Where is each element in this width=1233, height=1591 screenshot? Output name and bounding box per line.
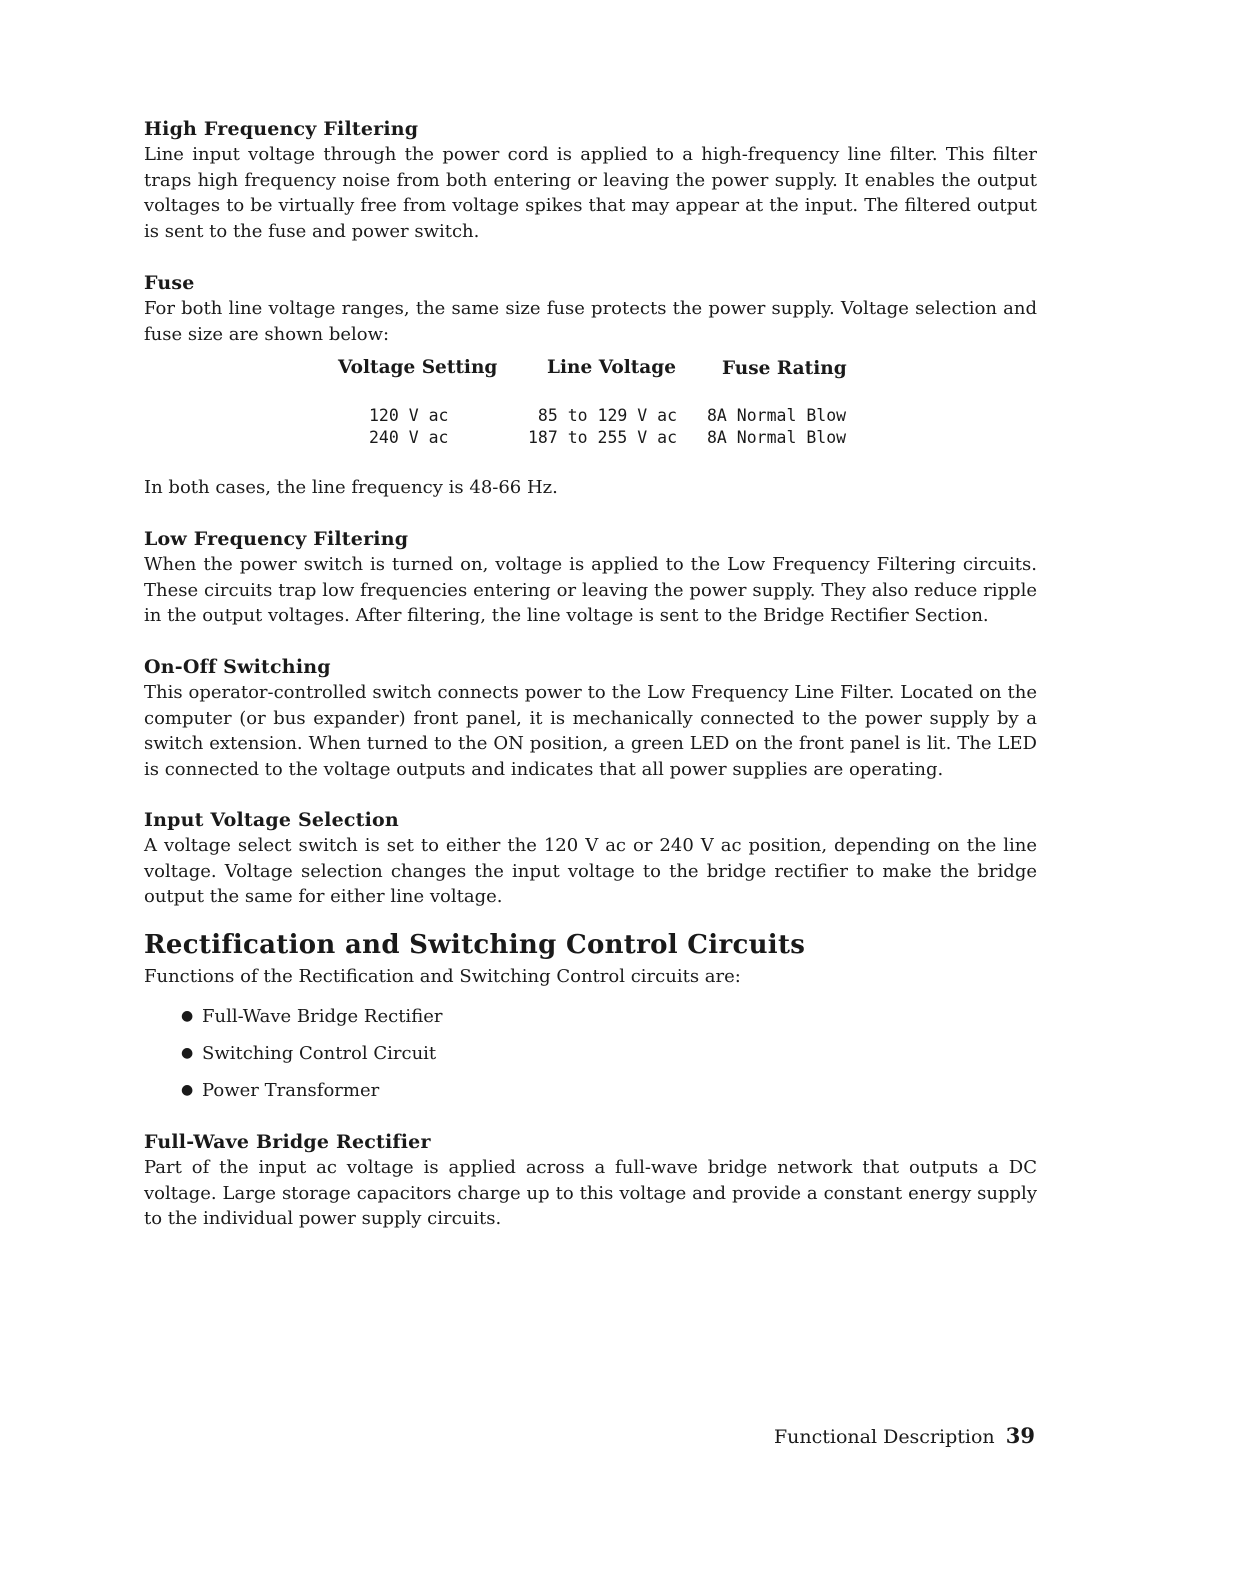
list-item (144, 1072, 1037, 1109)
rectification-function-list (144, 998, 1037, 1109)
page-number: 39 (1005, 1423, 1035, 1448)
fuse-heading: Fuse (144, 272, 195, 294)
fuse-body: For both line voltage ranges, the same size fuse protects the power supply. Voltage selection and fuse size are shown below: (144, 298, 1037, 345)
table-cell: 8A Normal Blow (707, 428, 847, 447)
table-cell: 240 V ac (369, 428, 449, 447)
rectification-title: Rectification and Switching Control Circuits (144, 930, 806, 960)
rectification-intro: Functions of the Rectification and Switching Control circuits are: (144, 966, 741, 987)
line-frequency-text: In both cases, the line frequency is 48-66 Hz. (144, 477, 558, 498)
list-item-label: Power Transformer (202, 1079, 380, 1101)
on-off-switching-heading: On-Off Switching (144, 656, 331, 678)
high-frequency-filtering-body: Line input voltage through the power cord is applied to a high-frequency line filter. This filter traps high frequency noise from both entering or leaving the power supply. It enables the output voltages to be virtually free from voltage spikes that may appear at the input. The filtered output is sent to the fuse and power switch. (144, 144, 1037, 242)
table-cell: 187 to 255 V ac (528, 428, 678, 447)
input-voltage-selection-section (144, 807, 1037, 910)
bullet-icon: ● (181, 1081, 194, 1098)
input-voltage-selection-body: A voltage select switch is set to either the 120 V ac or 240 V ac position, depending on the line voltage. Voltage selection changes the input voltage to the bridge rectifier to make the bridge output the same for either line voltage. (144, 835, 1037, 907)
list-item-label: Full-Wave Bridge Rectifier (202, 1005, 443, 1027)
table-header-line-voltage: Line Voltage (547, 357, 676, 378)
page-footer (774, 1423, 1035, 1448)
rectification-section (144, 928, 1037, 1109)
low-frequency-filtering-heading: Low Frequency Filtering (144, 528, 409, 550)
full-wave-bridge-rectifier-heading: Full-Wave Bridge Rectifier (144, 1131, 431, 1153)
list-item-label: Switching Control Circuit (202, 1042, 437, 1064)
high-frequency-filtering-heading: High Frequency Filtering (144, 118, 419, 140)
on-off-switching-section (144, 654, 1037, 782)
full-wave-bridge-rectifier-body: Part of the input ac voltage is applied across a full-wave bridge network that outputs a DC voltage. Large storage capacitors charge up to this voltage and provide a constant energy supply to the individual power supply circuits. (144, 1157, 1037, 1229)
bullet-icon: ● (181, 1007, 194, 1024)
line-frequency-note (144, 475, 1037, 501)
high-frequency-filtering-section (144, 116, 1037, 244)
fuse-section (144, 270, 1037, 347)
table-cell: 8A Normal Blow (707, 406, 847, 425)
bullet-icon: ● (181, 1044, 194, 1061)
input-voltage-selection-heading: Input Voltage Selection (144, 809, 399, 831)
footer-section-title: Functional Description (773, 1426, 995, 1448)
list-item (144, 1035, 1037, 1072)
low-frequency-filtering-body: When the power switch is turned on, voltage is applied to the Low Frequency Filtering circuits. These circuits trap low frequencies entering or leaving the power supply. They also reduce ripple in the output voltages. After filtering, the line voltage is sent to the Bridge Rectifier Section. (144, 554, 1037, 626)
low-frequency-filtering-section (144, 526, 1037, 629)
table-header-fuse-rating: Fuse Rating (722, 358, 847, 379)
table-cell: 120 V ac (369, 406, 449, 425)
list-item (144, 998, 1037, 1035)
full-wave-bridge-rectifier-section (144, 1129, 1037, 1232)
on-off-switching-body: This operator-controlled switch connects power to the Low Frequency Line Filter. Located on the computer (or bus expander) front panel, it is mechanically connected to the power supply by a switch extension. When turned to the ON position, a green LED on the front panel is lit. The LED is connected to the voltage outputs and indicates that all power supplies are operating. (144, 682, 1037, 780)
table-cell: 85 to 129 V ac (528, 406, 678, 425)
table-header-voltage-setting: Voltage Setting (338, 357, 498, 378)
